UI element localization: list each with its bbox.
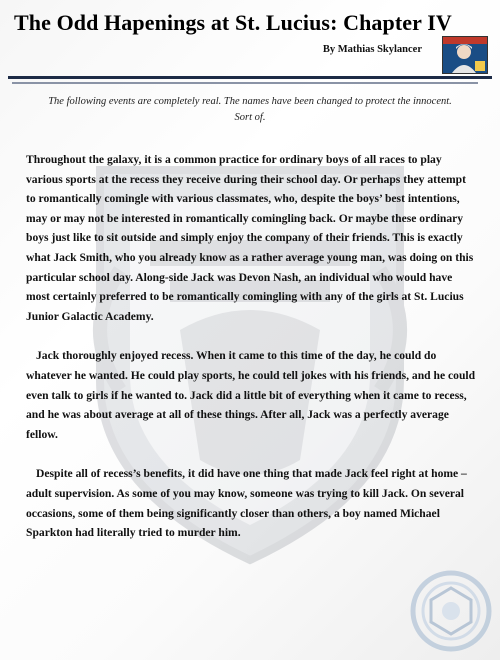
author-byline: By Mathias Skylancer [322,44,422,55]
author-avatar-icon [443,37,487,73]
intro-line: The following events are completely real. The names have been changed to protect the innocent. [48,96,452,107]
story-paragraph: Jack thoroughly enjoyed recess. When it came to this time of the day, he could do whatever he wanted. He could play sports, he could tell jokes with his friends, and he could even talk to girls if he wanted to. Jack did a little bit of everything when it came to recess, and he was about average at all of these things. After all, Jack was a perfectly average fellow. [26,349,476,441]
intro-line: Sort of. [234,112,266,123]
author-avatar [442,36,488,74]
page-title: The Odd Hapenings at St. Lucius: Chapter IV [14,10,452,35]
story-body [26,150,478,563]
academy-emblem-icon [408,568,494,654]
intro-note [30,94,470,126]
story-paragraph: Throughout the galaxy, it is a common practice for ordinary boys of all races to play various sports at the recess they receive during their school day. Or perhaps they attempt to romantically comingle with various classmates, who, despite the boys’ best intentions, may or may not be interested in romantically comingling back. Or maybe these ordinary boys just like to sit outside and simply enjoy the company of their friends. This is exactly what Jack Smith, who you already know as a rather average young man, was doing on this particular school day. Along-side Jack was Devon Nash, an individual who would have most certainly preferred to be romantically comingling with any of the girls at St. Lucius Junior Galactic Academy. [26,153,474,323]
header-rule [8,76,492,79]
header-rule-secondary [12,82,478,84]
story-paragraph: Despite all of recess’s benefits, it did have one thing that made Jack feel right at home – adult supervision. As some of you may know, someone was trying to kill Jack. On several occasions, some of them being significantly closer than others, a boy named Michael Sparkton had literally tried to murder him. [26,467,467,540]
